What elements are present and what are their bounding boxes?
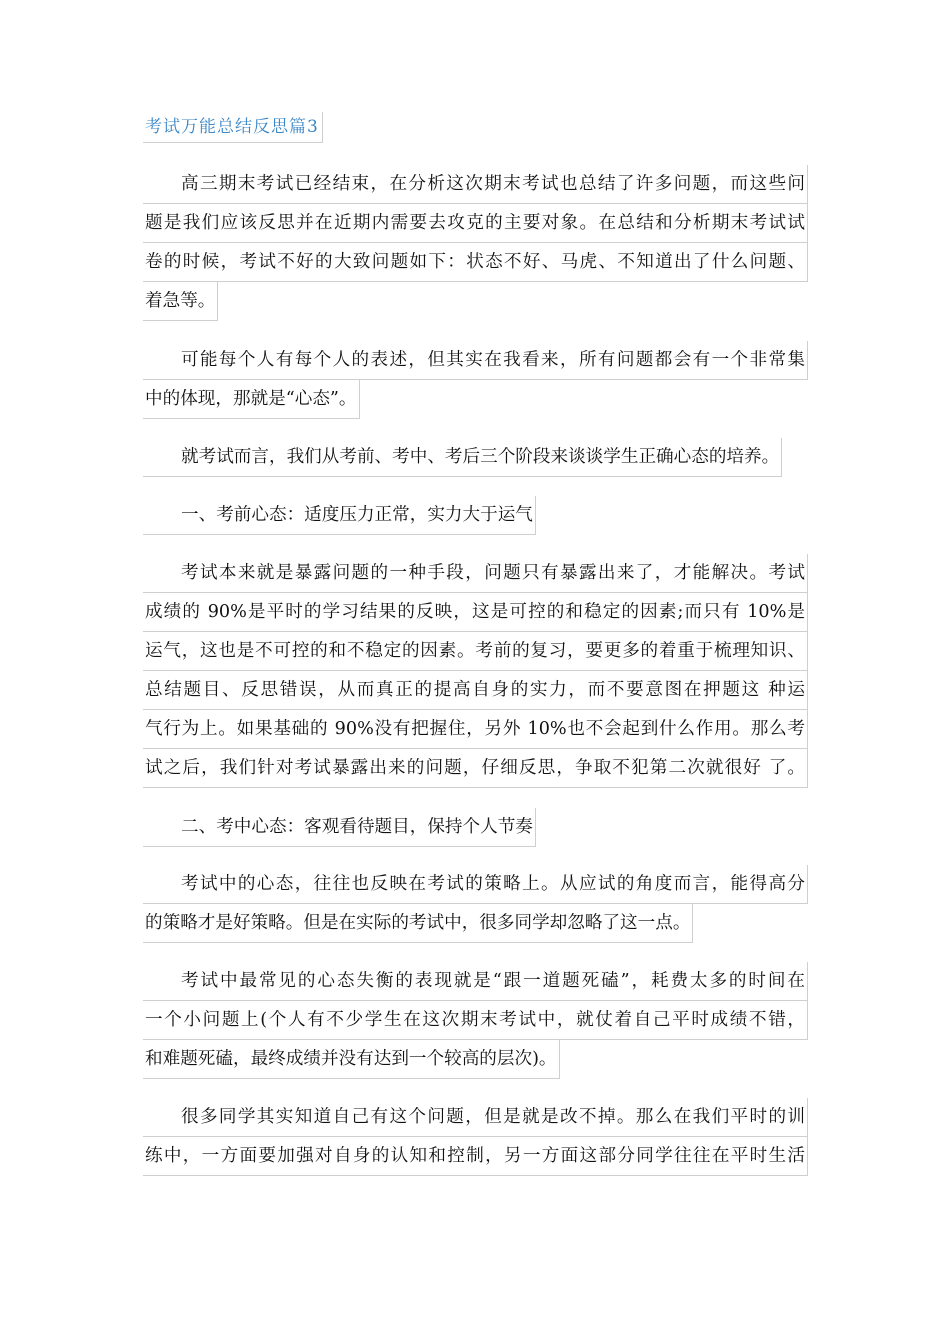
paragraph [143,165,808,321]
paragraph-line: 试之后，我们针对考试暴露出来的问题，仔细反思，争取不犯第二次就很好 了。 [143,749,808,788]
paragraph-line: 运气，这也是不可控的和不稳定的因素。考前的复习，要更多的着重于梳理知识、 [143,632,808,671]
paragraph-line: 二、考中心态：客观看待题目，保持个人节奏 [143,808,808,847]
paragraph-line: 题是我们应该反思并在近期内需要去攻克的主要对象。在总结和分析期末考试试 [143,204,808,243]
paragraph-line: 练中，一方面要加强对自身的认知和控制，另一方面这部分同学往往在平时生活 [143,1137,808,1176]
section-heading [143,808,808,847]
paragraph-line: 着急等。 [143,282,808,321]
paragraph-line: 卷的时候，考试不好的大致问题如下：状态不好、马虎、不知道出了什么问题、 [143,243,808,282]
paragraph-line: 高三期末考试已经结束，在分析这次期末考试也总结了许多问题，而这些问 [143,165,808,204]
paragraph-line: 考试中的心态，往往也反映在考试的策略上。从应试的角度而言，能得高分 [143,865,808,904]
paragraph [143,554,808,788]
paragraph-line: 成绩的 90%是平时的学习结果的反映，这是可控的和稳定的因素;而只有 10%是 [143,593,808,632]
paragraph-line: 很多同学其实知道自己有这个问题，但是就是改不掉。那么在我们平时的训 [143,1098,808,1137]
paragraph-line: 的策略才是好策略。但是在实际的考试中，很多同学却忽略了这一点。 [143,904,808,943]
paragraph-line: 考试中最常见的心态失衡的表现就是“跟一道题死磕”，耗费太多的时间在 [143,962,808,1001]
section-heading [143,496,808,535]
paragraph-line: 一、考前心态：适度压力正常，实力大于运气 [143,496,808,535]
paragraph-line: 总结题目、反思错误，从而真正的提高自身的实力，而不要意图在押题这 种运 [143,671,808,710]
paragraph-line: 气行为上。如果基础的 90%没有把握住，另外 10%也不会起到什么作用。那么考 [143,710,808,749]
paragraph [143,341,808,419]
paragraph-line: 和难题死磕，最终成绩并没有达到一个较高的层次)。 [143,1040,808,1079]
paragraph-line: 可能每个人有每个人的表述，但其实在我看来，所有问题都会有一个非常集 [143,341,808,380]
paragraph-line: 中的体现，那就是“心态”。 [143,380,808,419]
document-title: 考试万能总结反思篇3 [143,112,323,143]
paragraph [143,865,808,943]
paragraph [143,438,808,477]
paragraph [143,1098,808,1176]
paragraph [143,962,808,1079]
paragraph-line: 就考试而言，我们从考前、考中、考后三个阶段来谈谈学生正确心态的培养。 [143,438,808,477]
paragraph-line: 考试本来就是暴露问题的一种手段，问题只有暴露出来了，才能解决。考试 [143,554,808,593]
paragraph-line: 一个小问题上(个人有不少学生在这次期末考试中，就仗着自己平时成绩不错， [143,1001,808,1040]
